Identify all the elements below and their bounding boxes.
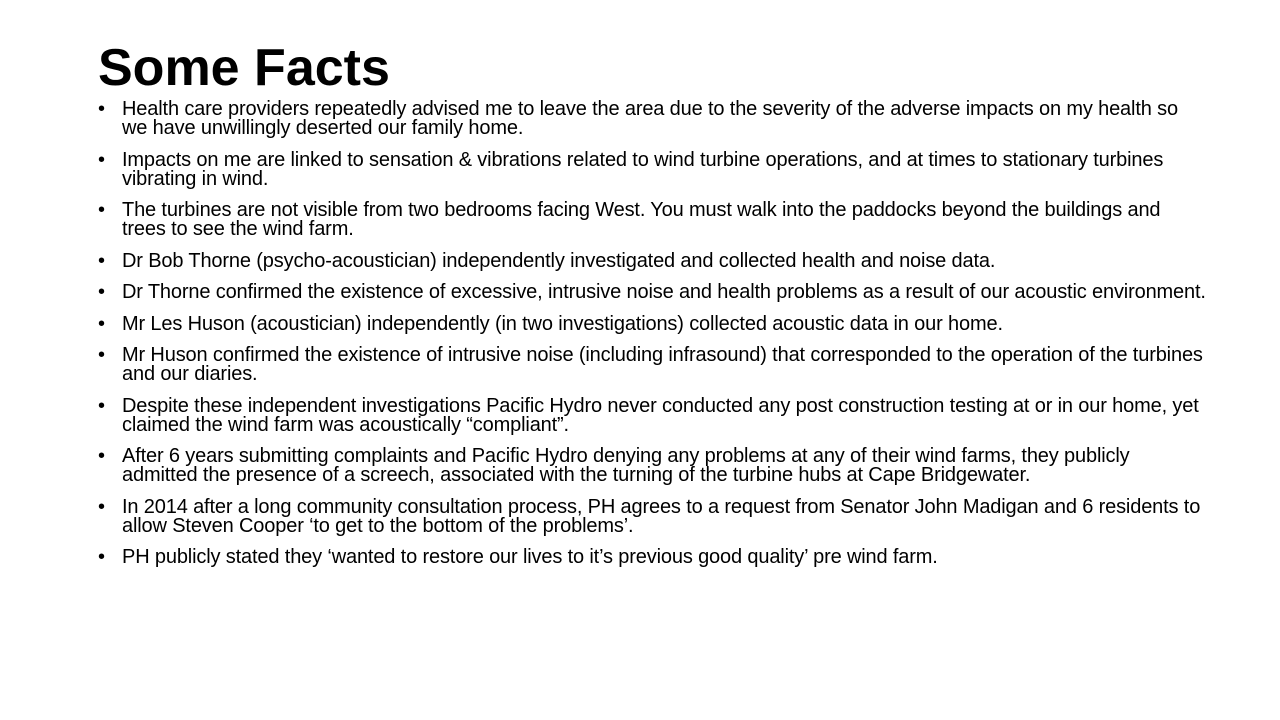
bullet-text: Health care providers repeatedly advised me to leave the area due to the severity of the adverse impacts on my health so we have unwillingly deserted our family home. [122, 98, 1178, 139]
bullet-item [98, 394, 1208, 436]
bullet-text: The turbines are not visible from two bedrooms facing West. You must walk into the paddocks beyond the buildings and trees to see the wind farm. [122, 199, 1161, 240]
bullet-item [98, 100, 1208, 138]
bullet-list [98, 100, 1208, 580]
bullet-dot-icon: • [98, 495, 105, 518]
bullet-item [98, 346, 1208, 384]
bullet-dot-icon: • [98, 148, 105, 171]
bullet-dot-icon: • [98, 445, 105, 467]
bullet-dot-icon: • [98, 281, 105, 303]
bullet-text: Dr Bob Thorne (psycho-acoustician) independently investigated and collected health and noise data. [122, 249, 996, 272]
bullet-dot-icon: • [98, 312, 105, 335]
bullet-item [98, 249, 1208, 272]
bullet-item [98, 148, 1208, 190]
bullet-dot-icon: • [98, 394, 105, 417]
slide-title: Some Facts [98, 39, 390, 97]
bullet-item [98, 495, 1208, 537]
bullet-text: Mr Les Huson (acoustician) independently (in two investigations) collected acoustic data in our home. [122, 312, 1003, 335]
bullet-text: In 2014 after a long community consultation process, PH agrees to a request from Senator John Madigan and 6 residents to allow Steven Cooper ‘to get to the bottom of the problems’. [122, 495, 1201, 537]
bullet-text: PH publicly stated they ‘wanted to restore our lives to it’s previous good quality’ pre wind farm. [122, 546, 938, 568]
bullet-item [98, 312, 1208, 335]
bullet-dot-icon: • [98, 199, 105, 221]
bullet-item [98, 548, 1208, 567]
bullet-text: After 6 years submitting complaints and Pacific Hydro denying any problems at any of their wind farms, they publicly admitted the presence of a screech, associated with the turning of the turbine hubs at Cape Bridgewater. [122, 445, 1130, 486]
bullet-text: Dr Thorne confirmed the existence of excessive, intrusive noise and health problems as a result of our acoustic environment. [122, 281, 1206, 303]
bullet-dot-icon: • [98, 98, 105, 120]
bullet-text: Impacts on me are linked to sensation & vibrations related to wind turbine operations, and at times to stationary turbines vibrating in wind. [122, 148, 1164, 190]
bullet-text: Mr Huson confirmed the existence of intrusive noise (including infrasound) that corresponded to the operation of the turbines and our diaries. [122, 344, 1203, 385]
bullet-item [98, 201, 1208, 239]
bullet-item [98, 283, 1208, 302]
bullet-dot-icon: • [98, 344, 105, 366]
bullet-text: Despite these independent investigations Pacific Hydro never conducted any post construction testing at or in our home, yet claimed the wind farm was acoustically “compliant”. [122, 394, 1199, 436]
bullet-item [98, 447, 1208, 485]
bullet-dot-icon: • [98, 546, 105, 568]
bullet-dot-icon: • [98, 249, 105, 272]
